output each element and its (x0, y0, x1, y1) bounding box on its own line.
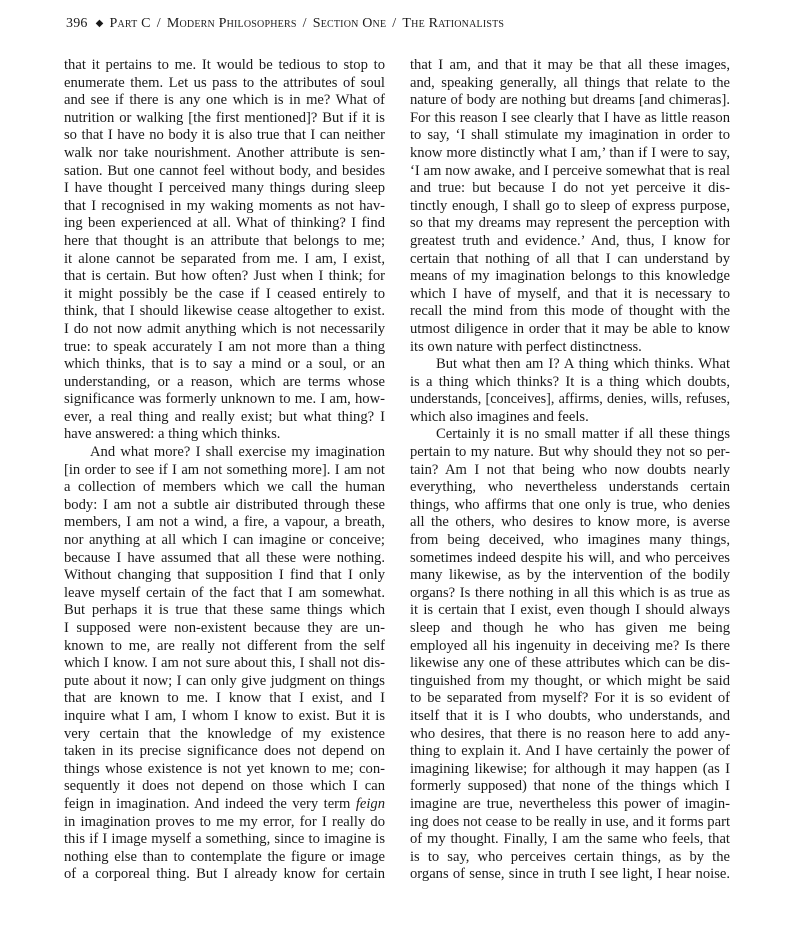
text-line: pertain to my nature. But why should they not so per- (410, 444, 730, 461)
text-line: think, that I should likewise cease altogether to exist. (64, 303, 385, 320)
text-line: ing does not cease to be really in use, and it forms part (410, 813, 730, 830)
text-line: pute about it now; I can only give judgment on things (64, 672, 385, 689)
text-line: in imagination proves to me my error, for I really do (64, 813, 385, 830)
text-line: this if I image myself a something, since to imagine is (64, 831, 385, 848)
text-line: recall the mind from this mode of thought with the (410, 303, 730, 320)
text-line: And what more? I shall exercise my imagination (90, 444, 385, 461)
text-line: many likewise, as by the intervention of the bodily (410, 567, 730, 584)
text-line: tain? Am I not that being who now doubts nearly (410, 461, 730, 478)
text-line: But perhaps it is true that these same things which (64, 602, 385, 619)
text-line: from being deceived, who imagines many things, (410, 532, 730, 549)
diamond-ornament-icon: ◆ (95, 18, 104, 29)
text-line: enumerate them. Let us pass to the attributes of soul (64, 74, 385, 91)
text-line: greatest truth and evidence.’ And, thus, I know for (410, 232, 730, 249)
text-line: that I recognised in my waking moments as not hav- (64, 197, 385, 214)
text-line: and, speaking generally, all things that relate to the (410, 74, 730, 91)
text-line: thing to explain it. And I have certainly the power of (410, 743, 730, 760)
text-line: a collection of members which we call the human (64, 479, 385, 496)
text-line: inquire what I am, I whom I know to exist. But it is (64, 707, 385, 724)
text-line: imagine are true, nevertheless this power of imagin- (410, 795, 730, 812)
text-line: feign in imagination. And indeed the very term feign (64, 795, 385, 812)
text-line: all the others, who desires to know more, is averse (410, 514, 730, 531)
text-line: formerly supposed) that none of the things which I (410, 778, 730, 795)
text-line: ing been experienced at all. What of thinking? I find (64, 215, 385, 232)
text-line: because I have assumed that all these were nothing. (64, 549, 385, 566)
text-line: organs of sense, since in truth I see light, I hear noise. (410, 866, 730, 883)
text-line: I do not now admit anything which is not necessarily (64, 320, 385, 337)
header-subsection: The Rationalists (402, 16, 505, 31)
text-line: ‘I am now awake, and I perceive somewhat that is real (410, 162, 730, 179)
header-book: Modern Philosophers (166, 16, 297, 31)
text-line: sleep and though he who has given me being (410, 620, 730, 636)
text-line: nutrition or walking [the first mentioned]? But if it is (64, 109, 385, 126)
right-text-column (410, 57, 730, 884)
text-line: employed all his ingenuity in deceiving me? Is there (410, 637, 730, 654)
text-line: nothing else than to contemplate the figure or image (64, 848, 385, 865)
text-line: here that thought is an attribute that belongs to me; (64, 232, 385, 249)
text-line: things, who affirms that one only is true, who denies (410, 496, 730, 513)
text-line: organs? Is there nothing in all this which is as true as (410, 584, 730, 601)
text-line: is a thing which thinks? It is a thing which doubts, (410, 373, 730, 390)
text-line: leave myself certain of the fact that I am somewhat. (64, 584, 385, 601)
text-line: and true: but because I do not yet perceive it dis- (410, 180, 730, 197)
text-line: who desires, that there is no reason here to add any- (410, 725, 730, 742)
text-line: which also imagines and feels. (410, 408, 589, 425)
text-line: know more distinctly what I am,’ than if I were to say, (410, 144, 730, 161)
text-line: that are known to me. I know that I exist, and I (64, 690, 385, 707)
text-line: [in order to see if I am not something more]. I am not (64, 461, 385, 478)
text-line: and see if there is any one which is in me? What of (64, 92, 385, 109)
text-line: imagining likewise; for although it may happen (as I (410, 760, 730, 777)
text-line: that I am, and that it may be that all these images, (410, 57, 730, 73)
left-text-column (64, 57, 385, 884)
text-line: likewise any one of these attributes which can be dis- (410, 655, 730, 672)
text-line: nature of body are nothing but dreams [and chimeras]. (410, 92, 730, 109)
text-line: that it pertains to me. It would be tedious to stop to (64, 57, 385, 73)
header-separator: / (156, 16, 161, 31)
text-line: understanding, or a reason, which are terms whose (64, 373, 385, 390)
text-line: Certainly it is no small matter if all these things (436, 426, 730, 443)
text-line: so that I have no body it is also true that I can neither (64, 127, 385, 144)
text-line: have answered: a thing which thinks. (64, 426, 281, 443)
text-line: it is certain that I exist, even though I should always (410, 602, 730, 619)
text-line: sation. But one cannot feel without body, and besides (64, 162, 385, 179)
text-line: to say, ‘I shall stimulate my imagination in order to (410, 127, 730, 144)
text-line: itself that it is I who doubts, who understands, and (410, 707, 730, 724)
text-line: nor anything at all which I can imagine or conceive; (64, 532, 385, 549)
header-part: Part C (109, 16, 151, 31)
text-line: tinctly enough, I shall go to sleep of express purpose, (410, 197, 730, 214)
text-line: means of my imagination belongs to this knowledge (410, 268, 730, 285)
text-line: body: I am not a subtle air distributed through these (64, 496, 385, 513)
text-line: which I know. I am not sure about this, I shall not dis- (64, 655, 385, 672)
text-line: so that my dreams may represent the perception with (410, 215, 730, 232)
text-line: it alone cannot be separated from me. I am, I exist, (64, 250, 385, 267)
text-line: is to say, who perceives certain things, as by the (410, 848, 730, 865)
text-line: members, I am not a wind, a fire, a vapour, a breath, (64, 514, 385, 531)
text-line: significance was formerly unknown to me. I am, how- (64, 391, 385, 408)
text-line: of a corporeal thing. But I already know for certain (64, 866, 385, 883)
text-line: everything, who nevertheless understands certain (410, 479, 730, 496)
text-line: things whose existence is not yet known to me; con- (64, 760, 385, 777)
text-line: of my thought. Finally, I am the same who feels, that (410, 831, 730, 848)
text-line: understands, [conceives], affirms, denies, wills, refuses, (410, 391, 730, 408)
text-line: I have thought I perceived many things during sleep (64, 180, 385, 197)
text-line: For this reason I see clearly that I have as little reason (410, 109, 730, 126)
text-line: utmost diligence in order that it may be able to know (410, 320, 730, 337)
text-line: walk nor take nourishment. Another attribute is sen- (64, 144, 385, 161)
text-line: true: to speak accurately I am not more than a thing (64, 338, 385, 355)
header-separator: / (302, 16, 307, 31)
text-line: its own nature with perfect distinctness. (410, 338, 642, 355)
text-line: sequently it does not depend on those which I can (64, 778, 385, 795)
header-section: Section One (312, 16, 387, 31)
page-number: 396 (66, 16, 88, 31)
text-line: taken in its precise significance does not depend on (64, 743, 385, 760)
text-line: Without changing that supposition I find that I only (64, 567, 385, 584)
running-header (66, 16, 746, 32)
text-line: tinguished from my thought, or which might be said (410, 672, 730, 689)
text-line: which thinks, that is to say a mind or a soul, or an (64, 356, 385, 373)
text-line: I supposed were non-existent because they are un- (64, 620, 385, 636)
text-line: to be separated from myself? For it is so evident of (410, 690, 730, 707)
text-line: it might possibly be the case if I ceased entirely to (64, 285, 385, 302)
text-line: sometimes indeed despite his will, and who perceives (410, 549, 730, 566)
text-line: that is certain. But how often? Just when I think; for (64, 268, 385, 285)
header-separator: / (392, 16, 397, 31)
text-line: very certain that the knowledge of my existence (64, 725, 385, 742)
text-line: certain that nothing of all that I can understand by (410, 250, 730, 267)
text-line: But what then am I? A thing which thinks. What (436, 356, 730, 373)
text-line: ever, a real thing and really exist; but what thing? I (64, 408, 385, 425)
text-line: known to me, are really not different from the self (64, 637, 385, 654)
text-line: which I have of myself, and that it is necessary to (410, 285, 730, 302)
